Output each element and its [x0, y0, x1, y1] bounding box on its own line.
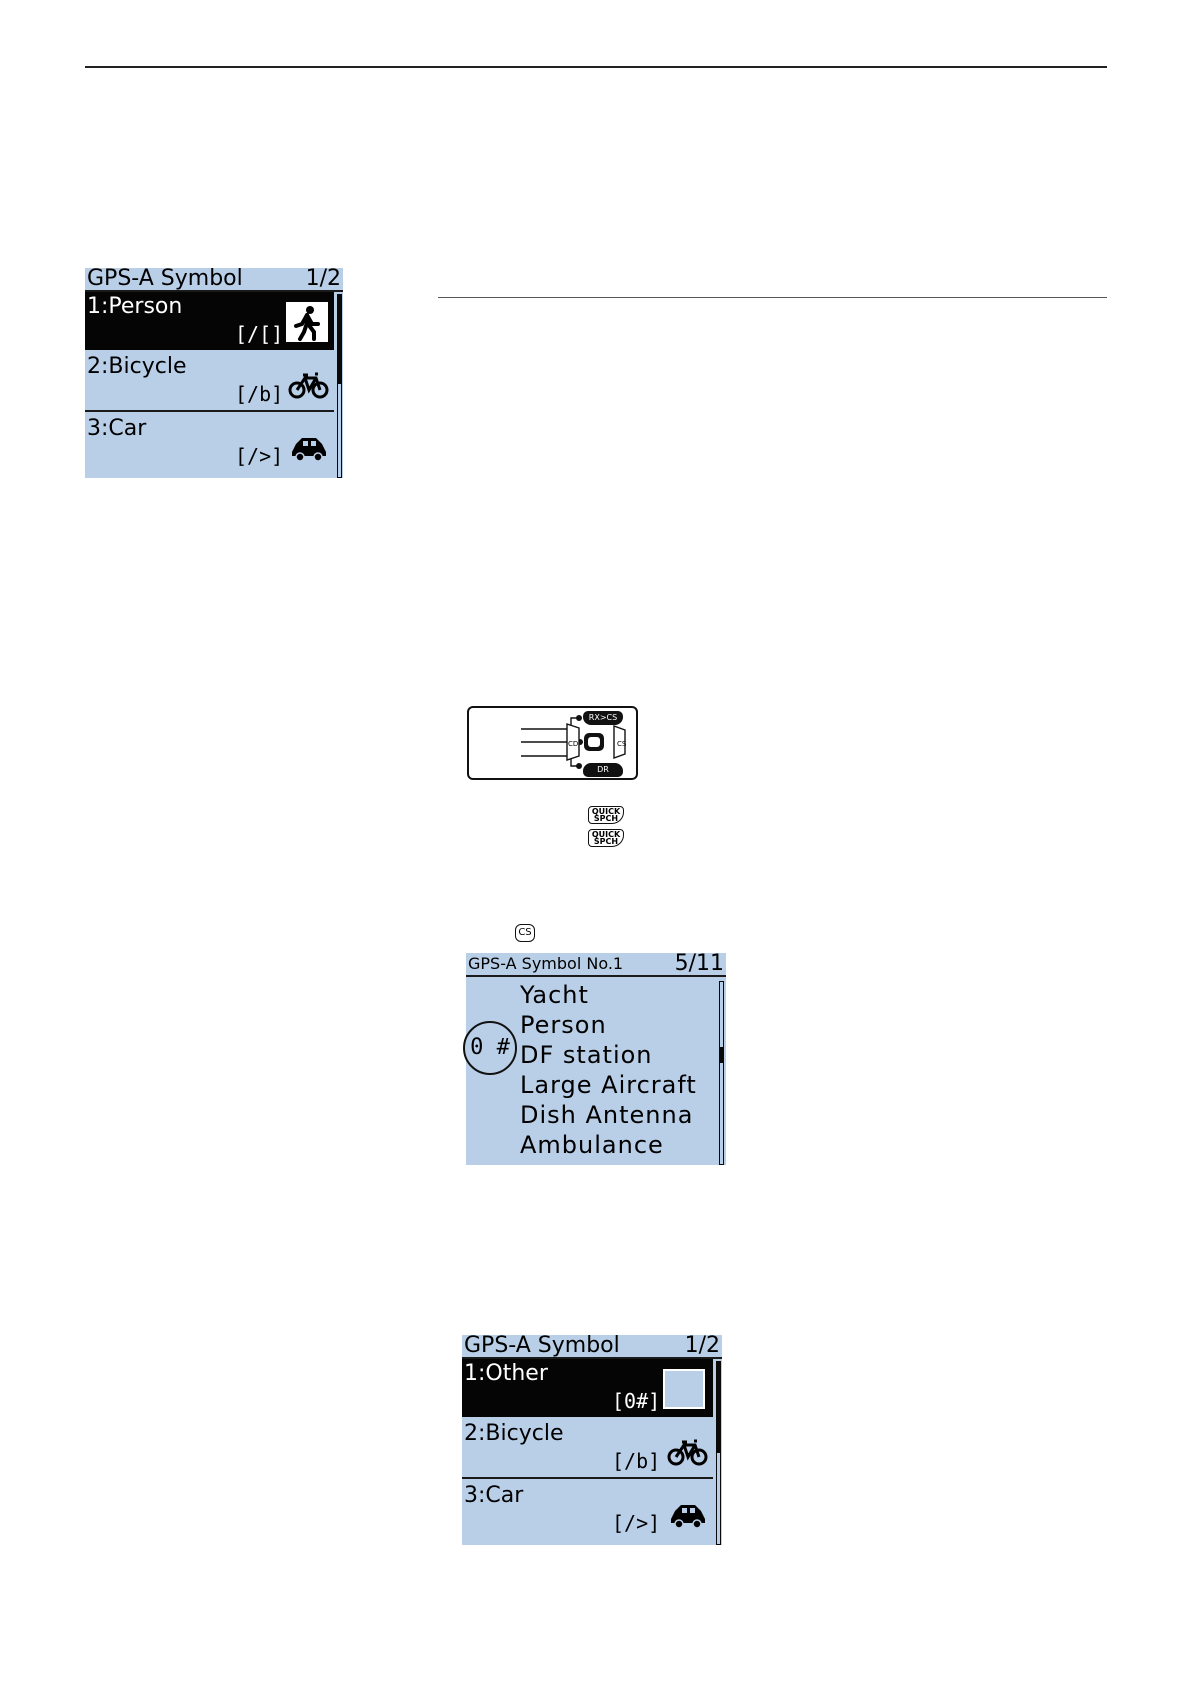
- row-code: [/>]: [612, 1511, 661, 1535]
- key-dr-label[interactable]: [583, 763, 623, 777]
- gps-a-symbol-screen-1: [85, 268, 343, 478]
- screen-title: GPS-A Symbol No.1: [468, 954, 624, 973]
- row-label: 3:Car: [464, 1483, 524, 1508]
- row-code: [/b]: [612, 1449, 661, 1473]
- list-item[interactable]: Person: [520, 1011, 607, 1039]
- row-label: 1:Person: [87, 294, 183, 319]
- scrollbar-thumb[interactable]: [716, 1361, 721, 1453]
- gps-a-symbol-screen-2: [462, 1335, 722, 1545]
- section-rule: [438, 297, 1107, 298]
- row-label: 2:Bicycle: [464, 1421, 564, 1446]
- key-dr-text: DR: [597, 765, 609, 774]
- screen-title-bar: [462, 1335, 722, 1359]
- blank-symbol-icon: [663, 1369, 705, 1409]
- page-indicator: 1/2: [305, 268, 341, 291]
- person-icon: [286, 302, 328, 342]
- bicycle-icon: [288, 366, 330, 404]
- key-rx-cs-text: RX>CS: [588, 713, 618, 722]
- screen-title: GPS-A Symbol: [87, 268, 243, 291]
- quick-spch-key-icon-1: QUICK SPCH: [588, 806, 624, 824]
- symbol-row-bicycle[interactable]: [85, 352, 334, 412]
- car-icon: [288, 428, 330, 466]
- list-item[interactable]: DF station: [520, 1041, 653, 1069]
- key-rx-cs-label[interactable]: [583, 711, 623, 725]
- symbol-row-other[interactable]: [462, 1359, 713, 1417]
- row-label: 1:Other: [464, 1361, 548, 1386]
- list-item[interactable]: Dish Antenna: [520, 1101, 694, 1129]
- screen-title: GPS-A Symbol: [464, 1335, 620, 1358]
- page-indicator: 5/11: [674, 953, 724, 976]
- key-cs-text: CS: [617, 740, 627, 748]
- list-item[interactable]: Yacht: [520, 981, 589, 1009]
- screen-title-bar: [85, 268, 343, 292]
- scrollbar-track[interactable]: [719, 981, 724, 1165]
- bicycle-icon: [667, 1433, 709, 1471]
- car-icon: [667, 1495, 709, 1533]
- symbol-row-car[interactable]: [85, 414, 334, 472]
- symbol-row-car[interactable]: [462, 1481, 713, 1539]
- row-label: 2:Bicycle: [87, 354, 187, 379]
- top-rule: [85, 66, 1107, 68]
- scrollbar-thumb[interactable]: [719, 1047, 724, 1063]
- symbol-row-bicycle[interactable]: [462, 1419, 713, 1479]
- key-cd-text: CD: [568, 740, 579, 748]
- row-code: [/[]: [235, 322, 284, 346]
- list-item[interactable]: Ambulance: [520, 1131, 664, 1159]
- quick-spch-key-icon-2: QUICK SPCH: [588, 829, 624, 847]
- row-code: [/b]: [235, 382, 284, 406]
- row-label: 3:Car: [87, 416, 147, 441]
- joystick-key-diagram: [467, 706, 638, 780]
- page-indicator: 1/2: [684, 1335, 720, 1358]
- symbol-code-callout: 0 #: [463, 1021, 517, 1075]
- cs-key-icon: CS: [515, 924, 535, 942]
- row-code: [0#]: [612, 1389, 661, 1413]
- screen-title-bar: [466, 953, 726, 977]
- symbol-row-person[interactable]: [85, 292, 334, 350]
- row-code: [/>]: [235, 444, 284, 468]
- scrollbar-thumb[interactable]: [337, 294, 342, 384]
- list-item[interactable]: Large Aircraft: [520, 1071, 697, 1099]
